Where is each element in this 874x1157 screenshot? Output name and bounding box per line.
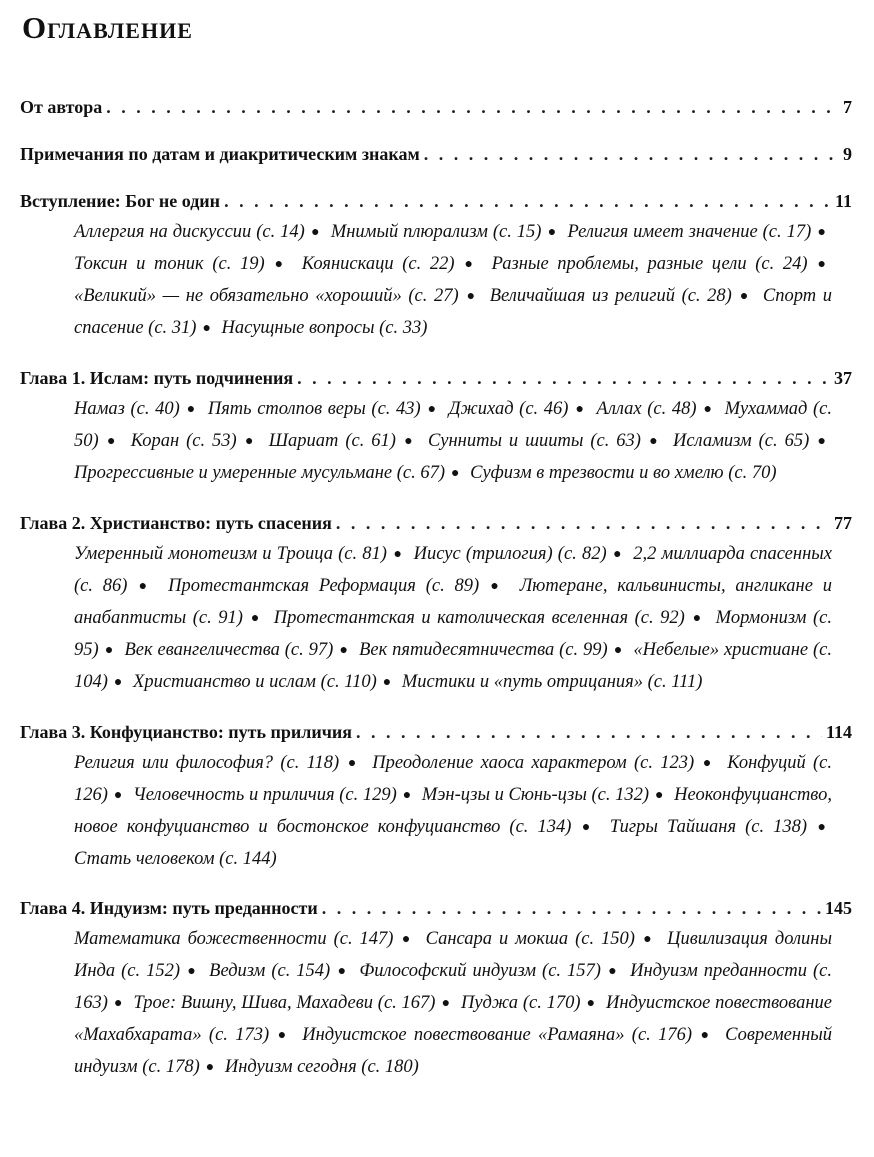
toc-subtopic[interactable]: Христианство и ислам (с. 110)	[133, 672, 377, 692]
toc-section	[20, 510, 852, 699]
toc-entry-title: От автора	[20, 97, 103, 117]
toc-subtopic[interactable]: Математика божественности (с. 147)	[74, 929, 394, 949]
bullet-separator-icon: ●	[402, 788, 412, 803]
toc-subtopic[interactable]: Стать человеком (с. 144)	[74, 849, 277, 869]
dot-leader	[106, 94, 839, 121]
toc-subtopic[interactable]: Спорт и спасение (с. 31)	[74, 286, 832, 338]
toc-subtopic[interactable]: Намаз (с. 40)	[74, 399, 180, 419]
toc-entry-title: Глава 2. Христианство: путь спасения	[20, 513, 332, 533]
bullet-separator-icon: ●	[464, 289, 478, 304]
toc-subtopics	[74, 217, 832, 345]
bullet-separator-icon: ●	[345, 756, 359, 771]
toc-subtopic[interactable]: Век евангеличества (с. 97)	[124, 640, 334, 660]
bullet-separator-icon: ●	[275, 1028, 289, 1043]
toc-subtopic[interactable]: Лютеране, кальвинисты, англикане и анабаптисты (с. 91)	[74, 576, 832, 628]
bullet-separator-icon: ●	[606, 964, 619, 979]
toc-subtopic[interactable]: Шариат (с. 61)	[268, 431, 396, 451]
toc-subtopics	[74, 748, 832, 875]
bullet-separator-icon: ●	[577, 820, 595, 835]
bullet-separator-icon: ●	[113, 996, 123, 1011]
bullet-separator-icon: ●	[310, 225, 320, 240]
toc-subtopic[interactable]: Мормонизм (с. 95)	[74, 608, 832, 660]
toc-entry-page-number: 37	[834, 368, 852, 388]
bullet-separator-icon: ●	[113, 675, 123, 690]
toc-entry-title: Примечания по датам и диакритическим знакам	[20, 144, 420, 164]
toc-subtopic[interactable]: Джихад (с. 46)	[448, 399, 569, 419]
toc-subtopic[interactable]: Токсин и тоник (с. 19)	[74, 254, 265, 274]
toc-entry[interactable]	[20, 719, 852, 746]
toc-subtopic[interactable]: Религия имеет значение (с. 17)	[567, 222, 812, 242]
toc-subtopic[interactable]: Современный индуизм (с. 178)	[74, 1025, 833, 1077]
bullet-separator-icon: ●	[104, 434, 118, 449]
toc-subtopics	[74, 539, 832, 699]
toc-subtopic[interactable]: Преодоление хаоса характером (с. 123)	[372, 753, 695, 773]
toc-entry[interactable]	[20, 510, 852, 537]
toc-subtopic[interactable]: Конфуций (с. 126)	[74, 753, 833, 805]
bullet-separator-icon: ●	[339, 643, 349, 658]
toc-subtopic[interactable]: Аллах (с. 48)	[596, 399, 697, 419]
toc-subtopic[interactable]: Мэн-цзы и Сюнь-цзы (с. 132)	[421, 785, 650, 805]
toc-subtopic[interactable]: Сансара и мокша (с. 150)	[425, 929, 635, 949]
bullet-separator-icon: ●	[646, 434, 661, 449]
bullet-separator-icon: ●	[737, 289, 751, 304]
toc-entry-title: Глава 4. Индуизм: путь преданности	[20, 898, 318, 918]
bullet-separator-icon: ●	[399, 932, 413, 947]
bullet-separator-icon: ●	[813, 257, 827, 272]
bullet-separator-icon: ●	[133, 579, 153, 594]
dot-leader	[297, 365, 830, 392]
toc-subtopic[interactable]: Философский индуизм (с. 157)	[359, 961, 601, 981]
toc-section	[20, 188, 852, 345]
toc-subtopic[interactable]: Индуизм сегодня (с. 180)	[224, 1057, 419, 1077]
toc-entry[interactable]	[20, 895, 852, 922]
page-title: Оглавление	[22, 10, 193, 45]
toc-subtopic[interactable]: Пуджа (с. 170)	[460, 993, 581, 1013]
toc-subtopic[interactable]: Неоконфуцианство, новое конфуцианство и бостонское конфуцианство (с. 134)	[74, 785, 832, 837]
toc-subtopic[interactable]: Прогрессивные и умеренные мусульмане (с. 67)	[74, 463, 446, 483]
dot-leader	[356, 719, 822, 746]
toc-entry[interactable]	[20, 188, 852, 215]
toc-subtopic[interactable]: Протестантская Реформация (с. 89)	[168, 576, 480, 596]
bullet-separator-icon: ●	[574, 402, 585, 417]
toc-subtopic[interactable]: Иисус (трилогия) (с. 82)	[413, 544, 607, 564]
toc-entry-page-number: 7	[843, 97, 852, 117]
toc-subtopic[interactable]: Пять столпов веры (с. 43)	[207, 399, 421, 419]
bullet-separator-icon: ●	[248, 611, 262, 626]
toc-subtopic[interactable]: 2,2 миллиарда спасенных (с. 86)	[74, 544, 832, 596]
toc-section	[20, 719, 852, 875]
toc-subtopic[interactable]: Насущные вопросы (с. 33)	[221, 318, 428, 338]
toc-entry[interactable]	[20, 94, 852, 121]
bullet-separator-icon: ●	[451, 466, 460, 481]
toc-subtopic[interactable]: Величайшая из религий (с. 28)	[489, 286, 732, 306]
toc-entry-page-number: 114	[825, 722, 852, 742]
toc-subtopic[interactable]: Разные проблемы, разные цели (с. 24)	[491, 254, 808, 274]
toc-subtopic[interactable]: «Великий» — не обязательно «хороший» (с. 27)	[74, 286, 459, 306]
bullet-separator-icon: ●	[817, 225, 827, 240]
dot-leader	[322, 895, 821, 922]
toc-subtopics	[74, 394, 832, 490]
toc-subtopic[interactable]: Аллергия на дискуссии (с. 14)	[74, 222, 305, 242]
bullet-separator-icon: ●	[586, 996, 596, 1011]
bullet-separator-icon: ●	[270, 257, 288, 272]
bullet-separator-icon: ●	[186, 964, 198, 979]
bullet-separator-icon: ●	[690, 611, 704, 626]
toc-section	[20, 365, 852, 490]
bullet-separator-icon: ●	[640, 932, 655, 947]
bullet-separator-icon: ●	[813, 820, 826, 835]
toc-subtopic[interactable]: Мухаммад (с. 50)	[74, 399, 833, 451]
bullet-separator-icon: ●	[485, 579, 504, 594]
bullet-separator-icon: ●	[441, 996, 451, 1011]
table-of-contents	[20, 94, 852, 1104]
toc-subtopic[interactable]: Коянискаци (с. 22)	[301, 254, 455, 274]
toc-section	[20, 141, 852, 168]
dot-leader	[336, 510, 830, 537]
toc-subtopic[interactable]: Мистики и «путь отрицания» (с. 111)	[401, 672, 703, 692]
bullet-separator-icon: ●	[392, 547, 403, 562]
bullet-separator-icon: ●	[700, 756, 714, 771]
bullet-separator-icon: ●	[202, 321, 211, 336]
toc-subtopic[interactable]: Исламизм (с. 65)	[672, 431, 810, 451]
toc-subtopic[interactable]: Суфизм в трезвости и во хмелю (с. 70)	[470, 463, 777, 483]
toc-entry-page-number: 77	[834, 513, 852, 533]
toc-subtopic[interactable]: Религия или философия? (с. 118)	[74, 753, 340, 773]
bullet-separator-icon: ●	[336, 964, 348, 979]
toc-entry[interactable]	[20, 365, 852, 392]
bullet-separator-icon: ●	[113, 788, 123, 803]
dot-leader	[224, 188, 831, 215]
toc-subtopic[interactable]: Цивилизация долины Инда (с. 152)	[74, 929, 833, 981]
bullet-separator-icon: ●	[460, 257, 478, 272]
bullet-separator-icon: ●	[104, 643, 114, 658]
toc-section	[20, 895, 852, 1084]
toc-subtopic[interactable]: Сунниты и шииты (с. 63)	[427, 431, 641, 451]
toc-subtopics	[74, 924, 832, 1084]
toc-subtopic[interactable]: Коран (с. 53)	[130, 431, 237, 451]
bullet-separator-icon: ●	[382, 675, 392, 690]
toc-entry-page-number: 11	[834, 191, 852, 211]
bullet-separator-icon: ●	[613, 643, 623, 658]
toc-subtopic[interactable]: Век пятидесятничества (с. 99)	[359, 640, 608, 660]
toc-section	[20, 94, 852, 121]
toc-entry-title: Глава 1. Ислам: путь подчинения	[20, 368, 294, 388]
bullet-separator-icon: ●	[698, 1028, 712, 1043]
toc-entry-page-number: 9	[843, 144, 852, 164]
bullet-separator-icon: ●	[612, 547, 623, 562]
bullet-separator-icon: ●	[815, 434, 827, 449]
toc-subtopic[interactable]: Умеренный монотеизм и Троица (с. 81)	[74, 544, 387, 564]
toc-entry-title: Вступление: Бог не один	[20, 191, 221, 211]
toc-subtopic[interactable]: Индуизм преданности (с. 163)	[74, 961, 832, 1013]
bullet-separator-icon: ●	[205, 1060, 215, 1075]
bullet-separator-icon: ●	[185, 402, 197, 417]
toc-subtopic[interactable]: Ведизм (с. 154)	[209, 961, 331, 981]
bullet-separator-icon: ●	[426, 402, 438, 417]
toc-subtopic[interactable]: Индуистское повествование «Рамаяна» (с. 176)	[302, 1025, 692, 1045]
bullet-separator-icon: ●	[242, 434, 256, 449]
dot-leader	[424, 141, 839, 168]
toc-entry-title: Глава 3. Конфуцианство: путь приличия	[20, 722, 353, 742]
toc-subtopic[interactable]: Протестантская и католическая вселенная (с. 92)	[273, 608, 685, 628]
toc-subtopic[interactable]: Тигры Тайшаня (с. 138)	[609, 817, 808, 837]
toc-subtopic[interactable]: Индуистское повествование «Махабхарата» (с. 173)	[74, 993, 832, 1045]
bullet-separator-icon: ●	[702, 402, 713, 417]
toc-subtopic[interactable]: Человечность и приличия (с. 129)	[133, 785, 397, 805]
toc-subtopic[interactable]: Трое: Вишну, Шива, Махадеви (с. 167)	[133, 993, 436, 1013]
bullet-separator-icon: ●	[547, 225, 557, 240]
toc-entry[interactable]	[20, 141, 852, 168]
bullet-separator-icon: ●	[401, 434, 415, 449]
toc-entry-page-number: 145	[825, 898, 852, 918]
toc-subtopic[interactable]: «Небелые» христиане (с. 104)	[74, 640, 833, 692]
bullet-separator-icon: ●	[655, 788, 664, 803]
toc-subtopic[interactable]: Мнимый плюрализм (с. 15)	[330, 222, 542, 242]
